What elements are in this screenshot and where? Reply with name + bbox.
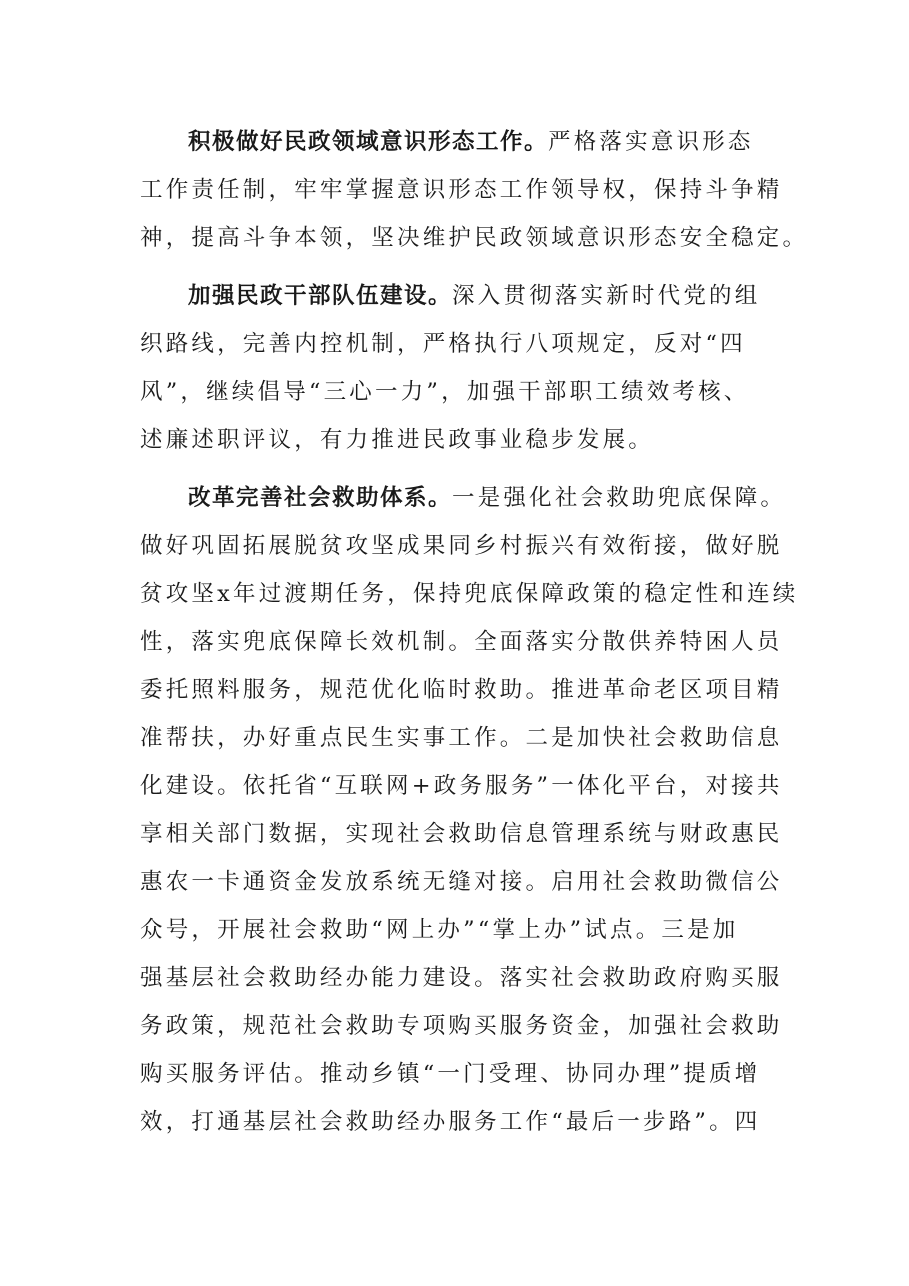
paragraph-3-line-3: 贫攻坚x年过渡期任务，保持兜底保障政策的稳定性和连续 (140, 581, 799, 607)
paragraph-2-line-3: 风”，继续倡导“三心一力”，加强干部职工绩效考核、 (140, 379, 750, 405)
paragraph-1-line-1 (188, 122, 754, 162)
paragraph-3-line-1 (188, 478, 786, 518)
paragraph-3-text: 一是强化社会救助兜底保障。 (452, 485, 787, 511)
paragraph-3-line-4: 性，落实兜底保障长效机制。全面落实分散供养特困人员 (140, 629, 783, 655)
paragraph-3-line-2: 做好巩固拓展脱贫攻坚成果同乡村振兴有效衔接，做好脱 (140, 533, 783, 559)
paragraph-1-line-3: 神，提高斗争本领，坚决维护民政领域意识形态安全稳定。 (140, 225, 809, 251)
paragraph-3-line-6: 准帮扶，办好重点民生实事工作。二是加快社会救助信息 (140, 725, 783, 751)
paragraph-3-line-12: 务政策，规范社会救助专项购买服务资金，加强社会救助 (140, 1013, 783, 1039)
paragraph-2-text: 深入贯彻落实新时代党的组 (452, 283, 761, 309)
paragraph-1-line-2: 工作责任制，牢牢掌握意识形态工作领导权，保持斗争精 (140, 177, 783, 203)
paragraph-2-line-4: 述廉述职评议，有力推进民政事业稳步发展。 (140, 427, 655, 453)
paragraph-3-line-11: 强基层社会救助经办能力建设。落实社会救助政府购买服 (140, 965, 783, 991)
paragraph-3-line-10: 众号，开展社会救助“网上办”“掌上办”试点。三是加 (140, 917, 739, 943)
paragraph-3-line-9: 惠农一卡通资金发放系统无缝对接。启用社会救助微信公 (140, 869, 783, 895)
paragraph-3-heading: 改革完善社会救助体系。 (188, 485, 453, 511)
paragraph-3-line-8: 享相关部门数据，实现社会救助信息管理系统与财政惠民 (140, 821, 783, 847)
paragraph-2-heading: 加强民政干部队伍建设。 (188, 283, 453, 309)
paragraph-2-line-1 (188, 276, 760, 316)
paragraph-3-line-7: 化建设。依托省“互联网+政务服务”一体化平台，对接共 (140, 773, 783, 799)
paragraph-3-line-13: 购买服务评估。推动乡镇“一门受理、协同办理”提质增 (140, 1061, 761, 1087)
paragraph-3-line-5: 委托照料服务，规范优化临时救助。推进革命老区项目精 (140, 677, 783, 703)
paragraph-1-heading: 积极做好民政领域意识形态工作。 (188, 129, 549, 155)
paragraph-3-line-14: 效，打通基层社会救助经办服务工作“最后一步路”。四 (140, 1109, 761, 1135)
paragraph-1-text: 严格落实意识形态 (548, 129, 754, 155)
paragraph-2-line-2: 织路线，完善内控机制，严格执行八项规定，反对“四 (140, 331, 746, 357)
